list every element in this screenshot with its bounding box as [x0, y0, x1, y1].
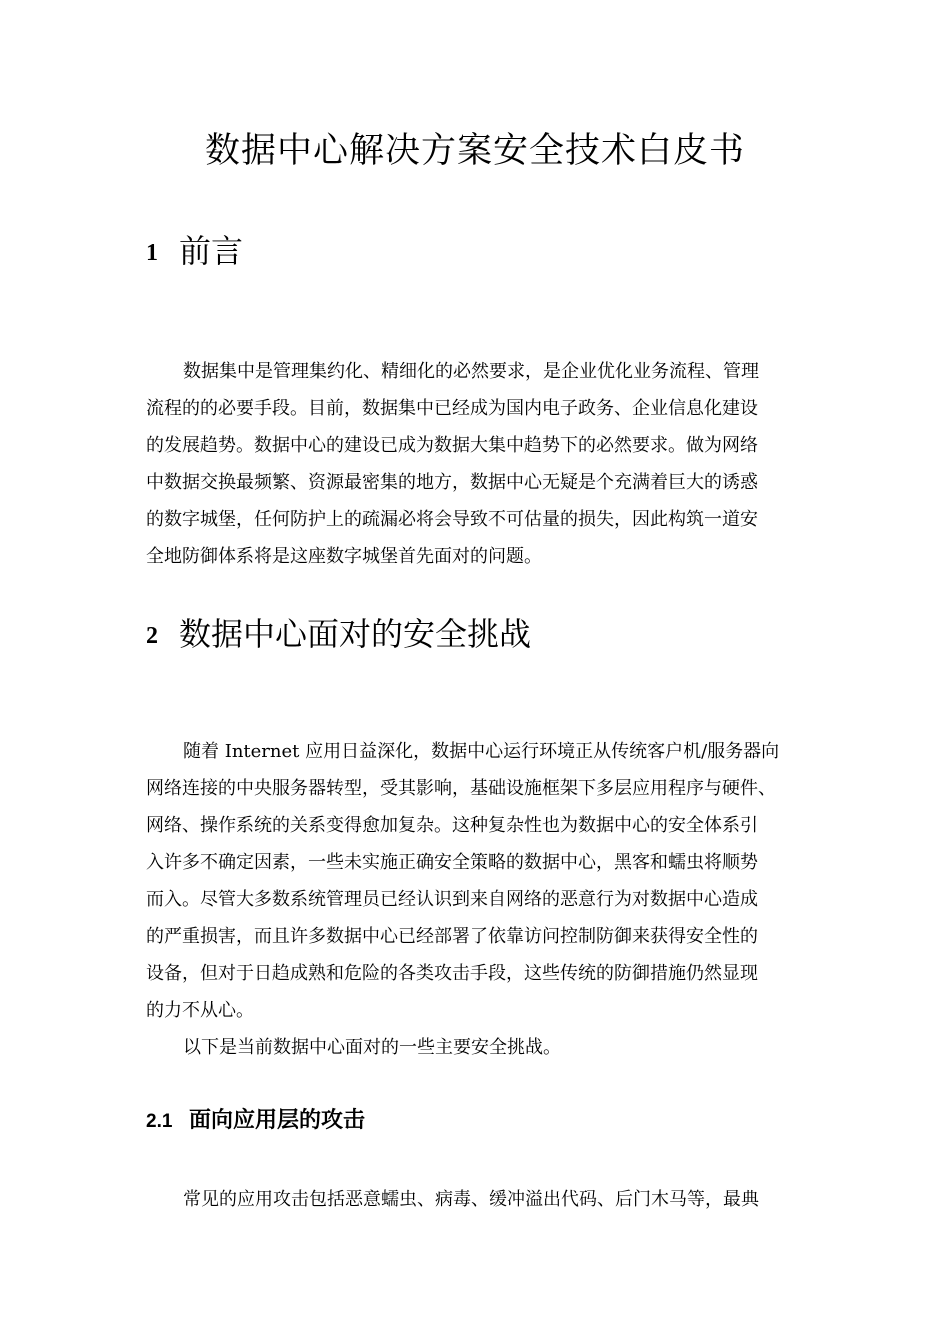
section-title: 前言 — [179, 232, 244, 270]
section-title: 数据中心面对的安全挑战 — [179, 615, 532, 653]
paragraph-line: 常见的应用攻击包括恶意蠕虫、病毒、缓冲溢出代码、后门木马等，最典 — [183, 1189, 759, 1210]
document-title: 数据中心解决方案安全技术白皮书 — [204, 131, 745, 171]
paragraph-line: 随着 Internet 应用日益深化，数据中心运行环境正从传统客户机/服务器向 — [183, 741, 780, 762]
paragraph-line: 网络、操作系统的关系变得愈加复杂。这种复杂性也为数据中心的安全体系引 — [146, 815, 758, 836]
paragraph-line: 网络连接的中央服务器转型，受其影响，基础设施框架下多层应用程序与硬件、 — [146, 778, 776, 799]
section-heading-challenges — [146, 613, 531, 657]
paragraph-line: 入许多不确定因素，一些未实施正确安全策略的数据中心，黑客和蠕虫将顺势 — [146, 852, 758, 873]
section-heading-preface — [146, 230, 243, 274]
paragraph-line: 的数字城堡，任何防护上的疏漏必将会导致不可估量的损失，因此构筑一道安 — [146, 509, 758, 530]
paragraph-line: 的力不从心。 — [146, 1000, 254, 1021]
subsection-number: 2.1 — [146, 1111, 173, 1132]
paragraph-line: 中数据交换最频繁、资源最密集的地方，数据中心无疑是个充满着巨大的诱惑 — [146, 472, 758, 493]
section-number: 1 — [146, 240, 158, 266]
paragraph-line: 以下是当前数据中心面对的一些主要安全挑战。 — [183, 1037, 561, 1058]
paragraph-line: 而入。尽管大多数系统管理员已经认识到来自网络的恶意行为对数据中心造成 — [146, 889, 758, 910]
paragraph-line: 数据集中是管理集约化、精细化的必然要求，是企业优化业务流程、管理 — [183, 361, 759, 382]
paragraph-line: 的发展趋势。数据中心的建设已成为数据大集中趋势下的必然要求。做为网络 — [146, 435, 758, 456]
subsection-heading-application-layer — [146, 1106, 365, 1137]
section-number: 2 — [146, 623, 158, 649]
paragraph-line: 全地防御体系将是这座数字城堡首先面对的问题。 — [146, 546, 542, 567]
paragraph-line: 流程的的必要手段。目前，数据集中已经成为国内电子政务、企业信息化建设 — [146, 398, 758, 419]
subsection-title: 面向应用层的攻击 — [189, 1108, 366, 1133]
paragraph-line: 的严重损害，而且许多数据中心已经部署了依靠访问控制防御来获得安全性的 — [146, 926, 758, 947]
paragraph-line: 设备，但对于日趋成熟和危险的各类攻击手段，这些传统的防御措施仍然显现 — [146, 963, 758, 984]
